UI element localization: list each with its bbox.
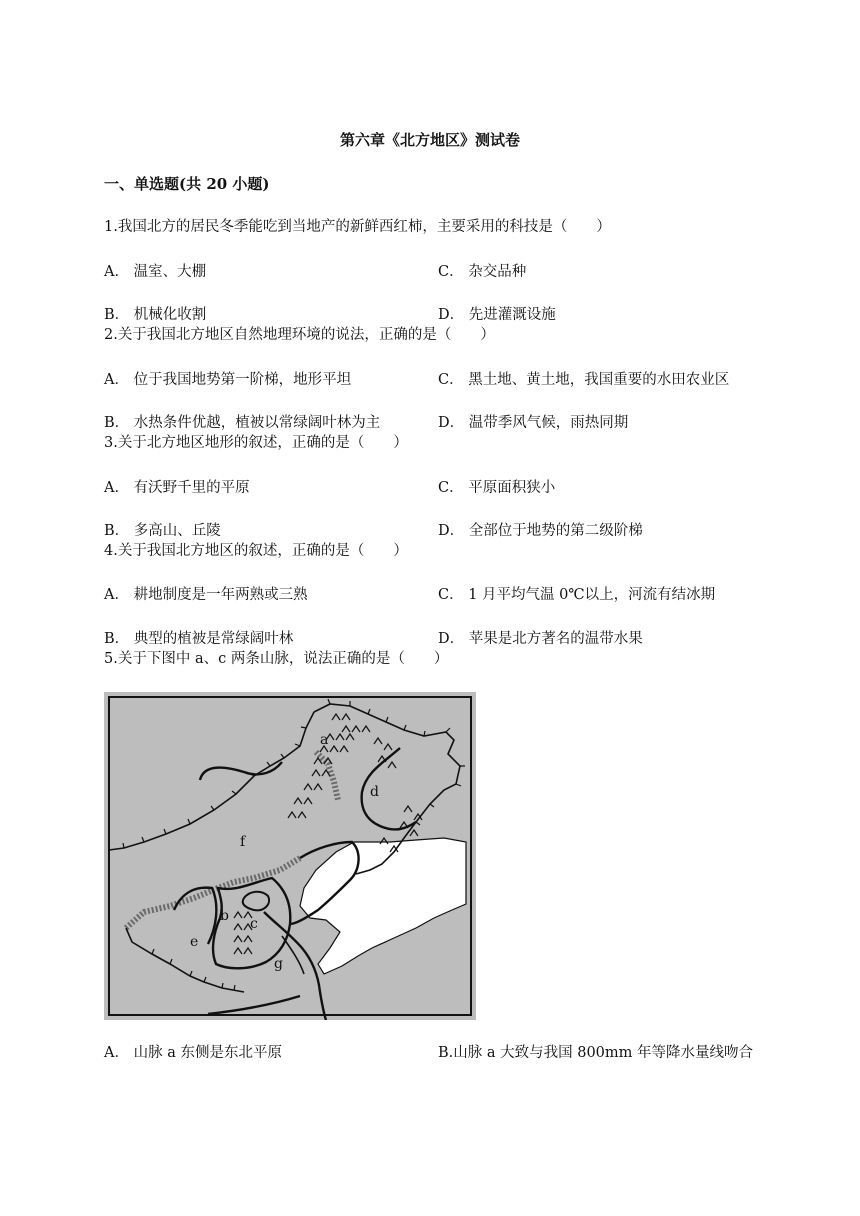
question-2-option-a: A． 位于我国地势第一阶梯，地形平坦 — [104, 372, 352, 388]
map-label-d: d — [370, 784, 379, 800]
map-svg — [104, 692, 476, 1020]
bottom-line — [208, 996, 300, 1014]
question-1-option-a: A． 温室、大棚 — [104, 264, 207, 280]
question-1-option-b: B． 机械化收割 — [104, 307, 207, 323]
question-3-option-a: A． 有沃野千里的平原 — [104, 480, 250, 496]
question-3-option-c: C． 平原面积狭小 — [438, 480, 556, 496]
map-label-c: c — [250, 916, 258, 932]
question-3-option-d: D． 全部位于地势的第二级阶梯 — [438, 523, 643, 539]
map-label-b: b — [220, 908, 229, 924]
question-2-stem: 2.关于我国北方地区自然地理环境的说法，正确的是（ ） — [104, 327, 495, 343]
question-5-option-a: A． 山脉 a 东侧是东北平原 — [104, 1045, 282, 1061]
question-2-option-d: D． 温带季风气候，雨热同期 — [438, 415, 629, 431]
question-5-stem: 5.关于下图中 a、c 两条山脉，说法正确的是（ ） — [104, 651, 449, 667]
question-1-stem: 1.我国北方的居民冬季能吃到当地产的新鲜西红柿，主要采用的科技是（ ） — [104, 219, 611, 235]
map-label-f: f — [240, 834, 246, 850]
question-1-option-d: D． 先进灌溉设施 — [438, 307, 556, 323]
section-heading: 一、单选题(共 20 小题) — [104, 175, 270, 193]
question-4-option-a: A． 耕地制度是一年两熟或三熟 — [104, 587, 308, 603]
question-2-option-b: B． 水热条件优越，植被以常绿阔叶林为主 — [104, 415, 381, 431]
question-3-option-b: B． 多高山、丘陵 — [104, 523, 221, 539]
northwest-boundary-ticks — [123, 727, 306, 848]
northwest-boundary — [109, 712, 314, 850]
question-4-stem: 4.关于我国北方地区的叙述，正确的是（ ） — [104, 543, 408, 559]
north-china-map — [104, 692, 476, 1020]
map-label-e: e — [190, 934, 199, 950]
map-label-a: a — [320, 732, 329, 748]
question-1-option-c: C． 杂交品种 — [438, 264, 527, 280]
question-3-stem: 3.关于北方地区地形的叙述，正确的是（ ） — [104, 435, 408, 451]
sea-area — [300, 838, 466, 974]
document-title: 第六章《北方地区》测试卷 — [339, 131, 520, 149]
question-4-option-b: B． 典型的植被是常绿阔叶林 — [104, 631, 294, 647]
region-e-ticks — [152, 949, 235, 990]
question-2-option-c: C． 黑土地、黄土地，我国重要的水田农业区 — [438, 372, 730, 388]
river-g-branch — [282, 936, 304, 974]
region-e-outline — [126, 928, 244, 992]
question-5-option-b: B.山脉 a 大致与我国 800mm 年等降水量线吻合 — [438, 1045, 754, 1061]
region-c-loop — [243, 892, 269, 911]
question-4-option-d: D． 苹果是北方著名的温带水果 — [438, 631, 643, 647]
map-label-g: g — [274, 956, 283, 972]
question-4-option-c: C． 1 月平均气温 0℃以上，河流有结冰期 — [438, 587, 716, 603]
